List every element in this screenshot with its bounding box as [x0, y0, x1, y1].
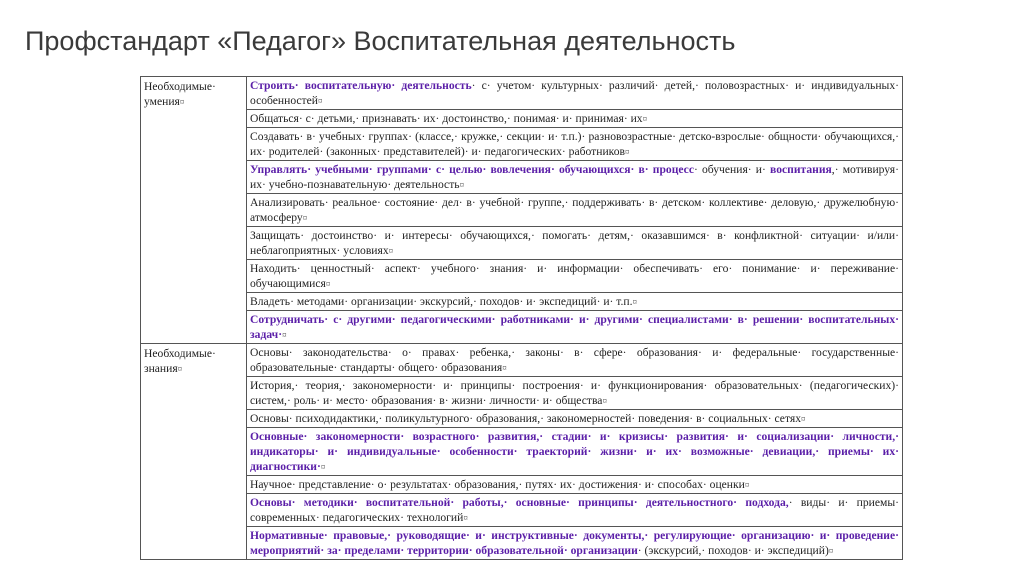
item-text: · виды· и· приемы· современных· педагогических· технологий	[250, 496, 899, 524]
item-cell	[247, 128, 903, 161]
paragraph-mark: ¤	[177, 364, 183, 374]
competency-table	[140, 76, 903, 560]
item-cell	[247, 194, 903, 227]
category-cell	[141, 344, 247, 560]
table-row	[141, 260, 903, 293]
item-cell	[247, 476, 903, 494]
table-row	[141, 110, 903, 128]
item-text: · обучения· и·	[693, 163, 771, 176]
item-cell	[247, 311, 903, 344]
item-cell	[247, 428, 903, 476]
item-text: Основы· законодательства· о· правах· ребенка,· законы· в· сфере· образования· и· федеральные· государственные· образовательные· стандарты· общего· образования	[250, 346, 899, 374]
item-text: Научное· представление· о· результатах· образования,· путях· их· достижения· и· способах· оценки	[250, 478, 745, 491]
paragraph-mark: ¤	[502, 363, 507, 373]
slide-title: Профстандарт «Педагог» Воспитательная деятельность	[25, 26, 736, 56]
item-text: · с· учетом· культурных· различий· детей,· половозрастных· и· индивидуальных· особенностей	[250, 79, 899, 107]
item-cell	[247, 494, 903, 527]
paragraph-mark: ¤	[317, 96, 323, 106]
item-text: Владеть· методами· организации· экскурсий,· походов· и· экспедиций· и· т.п.	[250, 295, 633, 308]
paragraph-mark: ¤	[602, 396, 607, 406]
table-row	[141, 77, 903, 110]
table-row	[141, 128, 903, 161]
emphasis-text: Строить· воспитательную· деятельность	[250, 79, 472, 92]
emphasis-text: Управлять· учебными· группами· с· целью· вовлечения· обучающихся· в· процесс	[250, 163, 694, 176]
table-row	[141, 311, 903, 344]
item-cell	[247, 77, 903, 110]
table-row	[141, 527, 903, 560]
emphasis-text: Нормативные· правовые,· руководящие· и· инструктивные· документы,· регулирующие· организацию· и· проведение· мероприятий· за· пределами· территории· образовательной· организации	[250, 529, 899, 557]
item-text: ,· мотивируя· их· учебно-познавательную· деятельность	[250, 163, 899, 191]
emphasis-text: Сотрудничать· с· другими· педагогическими· работниками· и· другими· специалистами· в· решении· воспитательных· задач·	[250, 313, 899, 341]
paragraph-mark: ¤	[624, 147, 630, 157]
item-cell	[247, 410, 903, 428]
category-label: Необходимые· знания	[144, 347, 216, 375]
item-text: История,· теория,· закономерности· и· принципы· построения· и· функционирования· образовательных· (педагогических)· систем,· роль· и· место· образования· в· жизни· личности· и· общества	[250, 379, 899, 407]
table-row	[141, 428, 903, 476]
paragraph-mark: ¤	[463, 513, 468, 523]
table-row	[141, 227, 903, 260]
paragraph-mark: ¤	[828, 546, 834, 556]
table-row	[141, 344, 903, 377]
item-cell	[247, 227, 903, 260]
item-cell	[247, 377, 903, 410]
item-cell	[247, 293, 903, 311]
category-cell	[141, 77, 247, 344]
item-cell	[247, 161, 903, 194]
category-label: Необходимые· умения	[144, 80, 216, 108]
table-row	[141, 410, 903, 428]
table-row	[141, 494, 903, 527]
item-text: Защищать· достоинство· и· интересы· обучающихся,· помогать· детям,· оказавшимся· в· конфликтной· ситуации· и/или· неблагоприятных· условиях	[250, 229, 899, 257]
paragraph-mark: ¤	[325, 279, 331, 289]
paragraph-mark: ¤	[282, 330, 287, 340]
table-row	[141, 377, 903, 410]
item-text: Создавать· в· учебных· группах· (классе,· кружке,· секции· и· т.п.)· разновозрастные· детско-взрослые· общности· обучающихся,· их· родителей· (законных· представителей)· и· педагогических· работников	[250, 130, 899, 158]
paragraph-mark: ¤	[179, 97, 185, 107]
table-row	[141, 161, 903, 194]
item-text: Анализировать· реальное· состояние· дел· в· учебной· группе,· поддерживать· в· детском· коллективе· деловую,· дружелюбную· атмосферу	[250, 196, 899, 224]
item-text: Находить· ценностный· аспект· учебного· знания· и· информации· обеспечивать· его· понимание· и· переживание· обучающимися	[250, 262, 899, 290]
item-cell	[247, 527, 903, 560]
paragraph-mark: ¤	[388, 246, 394, 256]
item-cell	[247, 344, 903, 377]
item-text: Основы· психодидактики,· поликультурного· образования,· закономерностей· поведения· в· социальных· сетях	[250, 412, 801, 425]
table-row	[141, 293, 903, 311]
item-text: Общаться· с· детьми,· признавать· их· достоинство,· понимая· и· принимая· их	[250, 112, 643, 125]
paragraph-mark: ¤	[459, 180, 465, 190]
paragraph-mark: ¤	[302, 213, 308, 223]
item-cell	[247, 260, 903, 293]
table-row	[141, 476, 903, 494]
item-text: · (экскурсий,· походов· и· экспедиций)	[637, 544, 829, 557]
item-cell	[247, 110, 903, 128]
paragraph-mark: ¤	[642, 114, 648, 124]
emphasis-text: воспитания	[770, 163, 832, 176]
paragraph-mark: ¤	[801, 414, 806, 424]
emphasis-text: Основы· методики· воспитательной· работы,· основные· принципы· деятельностного· подхода,	[250, 496, 789, 509]
table-row	[141, 194, 903, 227]
paragraph-mark: ¤	[320, 462, 326, 472]
paragraph-mark: ¤	[744, 480, 750, 490]
paragraph-mark: ¤	[632, 297, 637, 307]
emphasis-text: Основные· закономерности· возрастного· развития,· стадии· и· кризисы· развития· и· социализации· личности,· индикаторы· и· индивидуальные· особенности· траекторий· жизни· и· их· возможные· девиации,· приемы· их· диагностики·	[250, 430, 899, 473]
